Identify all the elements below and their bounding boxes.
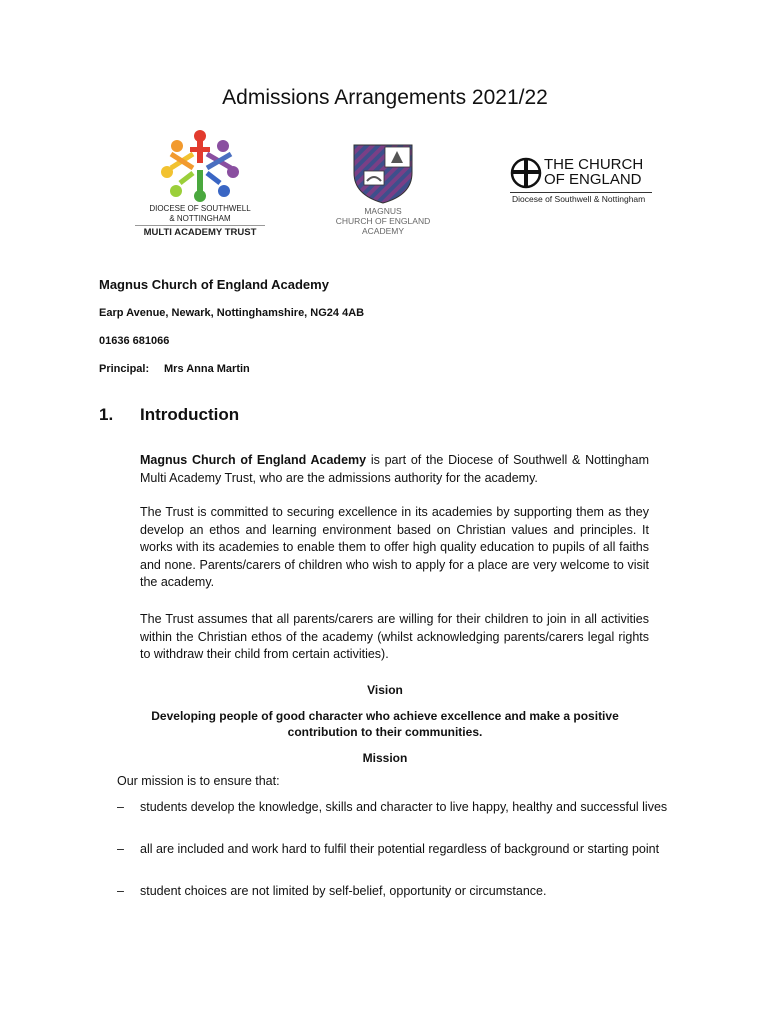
mission-item-text: student choices are not limited by self-belief, opportunity or circumstance.	[140, 884, 547, 898]
principal-label: Principal:	[99, 363, 150, 375]
academy-logo-line2: CHURCH OF ENGLAND	[335, 216, 431, 226]
school-address: Earp Avenue, Newark, Nottinghamshire, NG24 4AB	[99, 307, 365, 319]
section-title: Introduction	[140, 405, 240, 424]
academy-shield-icon	[327, 143, 439, 205]
school-name: Magnus Church of England Academy	[99, 277, 329, 292]
church-of-england-logo	[510, 157, 655, 209]
academy-logo-line3: ACADEMY	[361, 226, 405, 236]
mission-list-item	[117, 841, 677, 858]
church-logo-line2: OF ENGLAND	[544, 171, 642, 188]
mission-intro: Our mission is to ensure that:	[117, 774, 280, 788]
trust-logo-line2: & NOTTINGHAM	[169, 214, 231, 223]
vision-text: Developing people of good character who achieve excellence and make a positive contribution to their communities.	[151, 709, 619, 739]
bullet-dash: –	[117, 842, 124, 856]
school-details	[99, 277, 364, 391]
academy-logo-line1: MAGNUS	[364, 206, 402, 216]
academy-logo	[327, 143, 439, 239]
mission-item-text: all are included and work hard to fulfil their potential regardless of background or starting point	[140, 842, 660, 856]
church-logo-line1: THE CHURCH	[544, 156, 644, 173]
trust-logo-line3: MULTI ACADEMY TRUST	[143, 227, 257, 238]
section-number: 1.	[99, 405, 114, 424]
document-title: Admissions Arrangements 2021/22	[222, 86, 548, 109]
intro-paragraph-2: The Trust is committed to securing excellence in its academies by supporting them as they develop an ethos and learning environment based on Christian values and principles. It works with its academies to enable them to offer high quality education to pupils of all faiths and none. Parents/carers of children who wish to apply for a place are very welcome to visit the academy.	[140, 505, 649, 589]
intro-paragraph-1-text: is part of the Diocese of Southwell & Nottingham Multi Academy Trust, who are the admissions authority for the academy.	[140, 453, 650, 485]
mission-list-item	[117, 799, 677, 816]
intro-paragraph-1	[140, 452, 649, 487]
vision-heading: Vision	[367, 683, 403, 697]
principal-name: Mrs Anna Martin	[164, 363, 250, 375]
trust-figures-icon	[135, 128, 265, 203]
church-logo-line3: Diocese of Southwell & Nottingham	[512, 194, 646, 204]
mission-heading: Mission	[362, 751, 408, 765]
trust-logo-line1: DIOCESE OF SOUTHWELL	[149, 204, 251, 213]
bullet-dash: –	[117, 800, 124, 814]
mission-item-text: students develop the knowledge, skills and character to live happy, healthy and successful lives	[140, 800, 668, 814]
bullet-dash: –	[117, 884, 124, 898]
church-cross-icon	[510, 157, 542, 189]
intro-paragraph-3: The Trust assumes that all parents/carers are willing for their children to join in all activities within the Christian ethos of the academy (whilst acknowledging parents/carers legal rights to withdraw their child from certain activities).	[140, 612, 649, 661]
trust-logo	[135, 128, 265, 240]
mission-list-item	[117, 883, 677, 900]
school-principal	[99, 363, 364, 375]
intro-school-name: Magnus Church of England Academy	[140, 453, 367, 467]
school-phone: 01636 681066	[99, 335, 170, 347]
